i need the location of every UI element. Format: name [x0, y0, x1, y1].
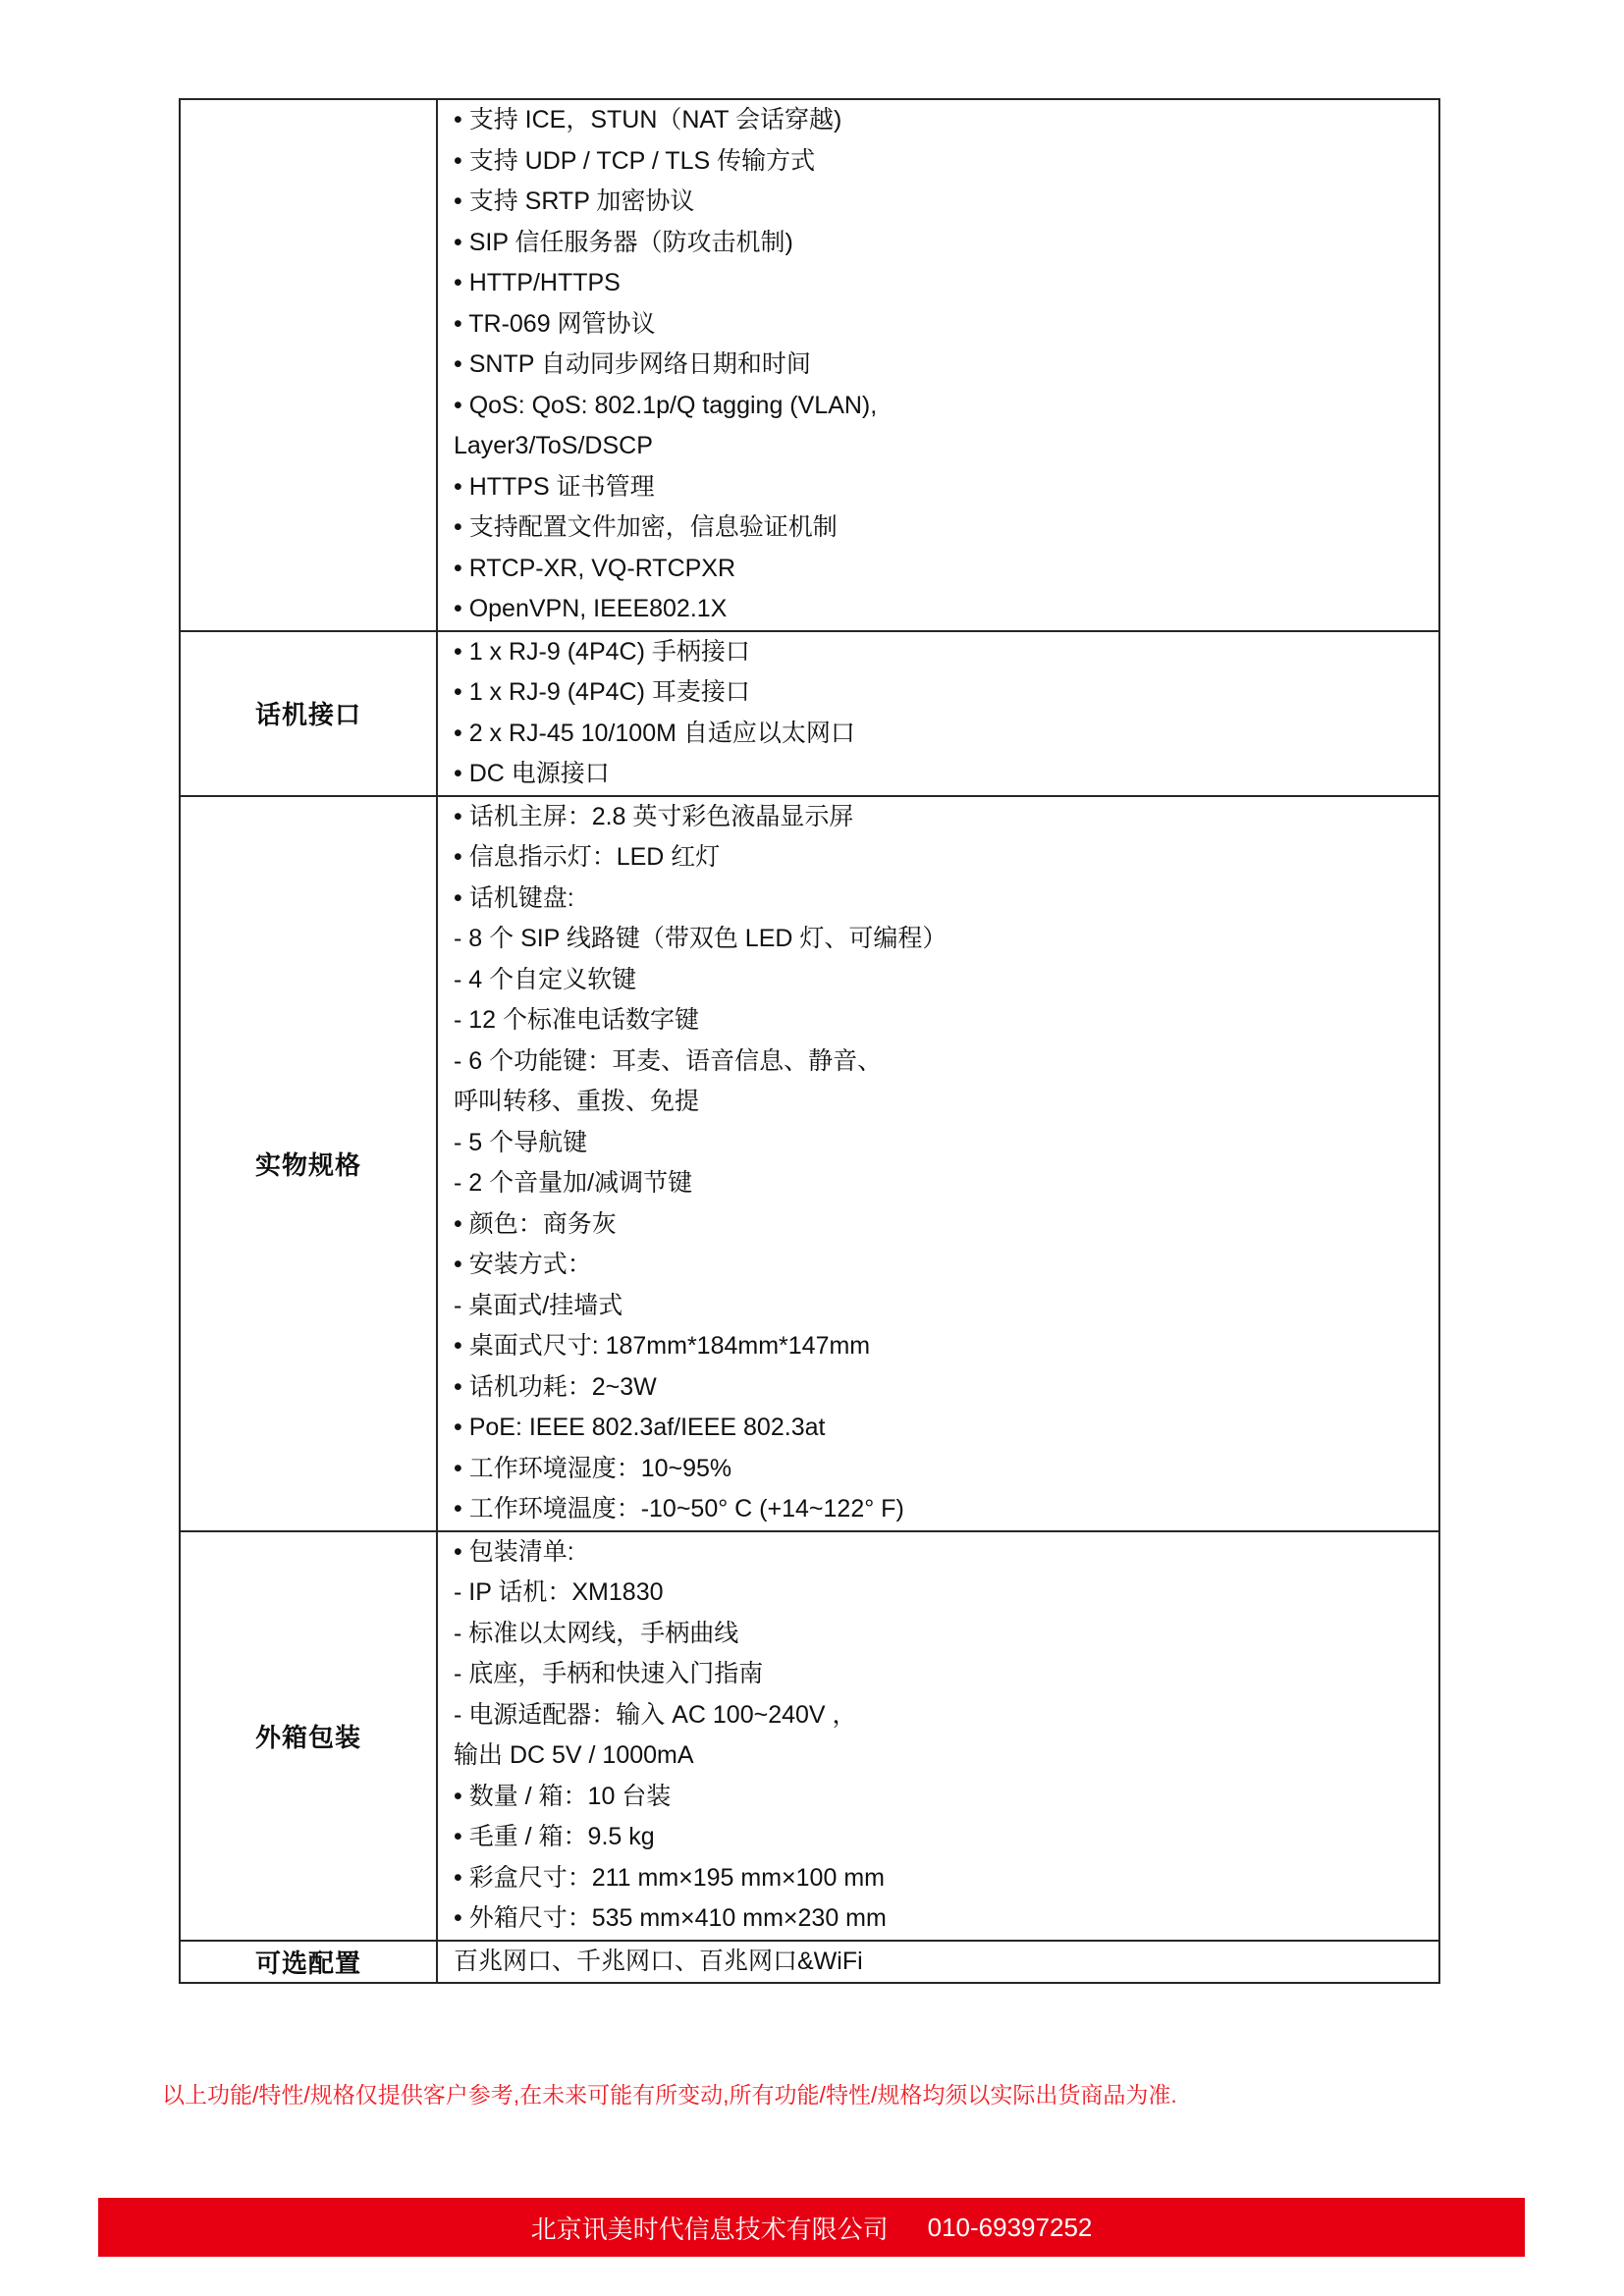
spec-row: [181, 1530, 1438, 1940]
spec-line: - 桌面式/挂墙式: [454, 1291, 623, 1319]
spec-line: • OpenVPN, IEEE802.1X: [454, 595, 728, 622]
row-label: 话机接口: [181, 632, 438, 795]
spec-line: - 电源适配器：输入 AC 100~240V ，: [454, 1700, 857, 1729]
spec-line: • 彩盒尺寸：211 mm×195 mm×100 mm: [454, 1863, 885, 1892]
footer-phone-number: 010-69397252: [927, 2212, 1093, 2242]
row-label: 实物规格: [181, 797, 438, 1530]
spec-line: • 支持 UDP / TCP / TLS 传输方式: [454, 146, 816, 175]
spec-line: • DC 电源接口: [454, 760, 610, 787]
spec-line: • 支持 ICE，STUN（NAT 会话穿越): [454, 106, 842, 133]
row-content: [438, 797, 1438, 1530]
row-content: [438, 632, 1438, 795]
spec-line: • SNTP 自动同步网络日期和时间: [454, 350, 811, 378]
spec-line: • 话机功耗：2~3W: [454, 1372, 657, 1401]
spec-line: - 6 个功能键：耳麦、语音信息、静音、: [454, 1046, 883, 1075]
footer-bar: [98, 2198, 1525, 2257]
row-content: [438, 1942, 1438, 1983]
spec-line: • 1 x RJ-9 (4P4C) 手柄接口: [454, 637, 750, 666]
spec-line: • QoS: QoS: 802.1p/Q tagging (VLAN),: [454, 391, 878, 419]
row-label: [181, 100, 438, 630]
spec-row: [181, 630, 1438, 795]
row-content: [438, 1532, 1438, 1940]
spec-line: - IP 话机：XM1830: [454, 1578, 664, 1606]
spec-line: • RTCP-XR, VQ-RTCPXR: [454, 554, 736, 582]
spec-line: • PoE: IEEE 802.3af/IEEE 802.3at: [454, 1414, 826, 1441]
spec-line: 百兆网口、千兆网口、百兆网口&WiFi: [454, 1947, 863, 1975]
spec-line: • 1 x RJ-9 (4P4C) 耳麦接口: [454, 678, 750, 706]
row-label: 可选配置: [181, 1942, 438, 1983]
spec-row: [181, 100, 1438, 630]
spec-line: - 8 个 SIP 线路键（带双色 LED 灯、可编程）: [454, 925, 947, 952]
spec-line: • 信息指示灯：LED 红灯: [454, 843, 721, 871]
spec-line: 输出 DC 5V / 1000mA: [454, 1741, 694, 1769]
spec-line: - 12 个标准电话数字键: [454, 1006, 700, 1034]
spec-line: • HTTPS 证书管理: [454, 472, 655, 501]
row-content: [438, 100, 1438, 630]
spec-row: [181, 795, 1438, 1530]
spec-line: • 工作环境湿度：10~95%: [454, 1454, 732, 1482]
spec-line: • 支持 SRTP 加密协议: [454, 187, 695, 215]
spec-line: - 4 个自定义软键: [454, 965, 637, 993]
spec-line: • 话机主屏：2.8 英寸彩色液晶显示屏: [454, 802, 854, 830]
spec-line: Layer3/ToS/DSCP: [454, 432, 653, 459]
spec-line: • 数量 / 箱：10 台装: [454, 1782, 672, 1810]
row-label: 外箱包装: [181, 1532, 438, 1940]
disclaimer-text: 以上功能/特性/规格仅提供客户参考,在未来可能有所变动,所有功能/特性/规格均须以实际出货商品为准.: [162, 2082, 1177, 2108]
spec-line: • 支持配置文件加密，信息验证机制: [454, 513, 838, 541]
spec-line: • 桌面式尺寸: 187mm*184mm*147mm: [454, 1332, 871, 1360]
spec-line: • HTTP/HTTPS: [454, 269, 621, 296]
spec-line: • TR-069 网管协议: [454, 309, 656, 338]
spec-line: • 包装清单:: [454, 1537, 574, 1566]
spec-line: 呼叫转移、重拨、免提: [454, 1088, 700, 1115]
spec-table: [179, 98, 1440, 1984]
spec-line: - 标准以太网线，手柄曲线: [454, 1619, 739, 1647]
spec-line: • SIP 信任服务器（防攻击机制): [454, 228, 793, 256]
spec-line: • 毛重 / 箱：9.5 kg: [454, 1823, 655, 1850]
spec-line: - 5 个导航键: [454, 1128, 588, 1156]
spec-line: • 安装方式：: [454, 1251, 592, 1278]
spec-line: • 话机键盘:: [454, 883, 574, 912]
spec-row: [181, 1940, 1438, 1983]
spec-line: • 颜色：商务灰: [454, 1209, 617, 1238]
spec-line: • 工作环境温度：-10~50° C (+14~122° F): [454, 1495, 904, 1522]
spec-line: - 底座，手柄和快速入门指南: [454, 1660, 764, 1687]
spec-line: • 外箱尺寸：535 mm×410 mm×230 mm: [454, 1904, 887, 1932]
footer-company-name: 北京讯美时代信息技术有限公司: [530, 2214, 889, 2244]
spec-line: - 2 个音量加/减调节键: [454, 1169, 693, 1197]
spec-line: • 2 x RJ-45 10/100M 自适应以太网口: [454, 719, 855, 747]
